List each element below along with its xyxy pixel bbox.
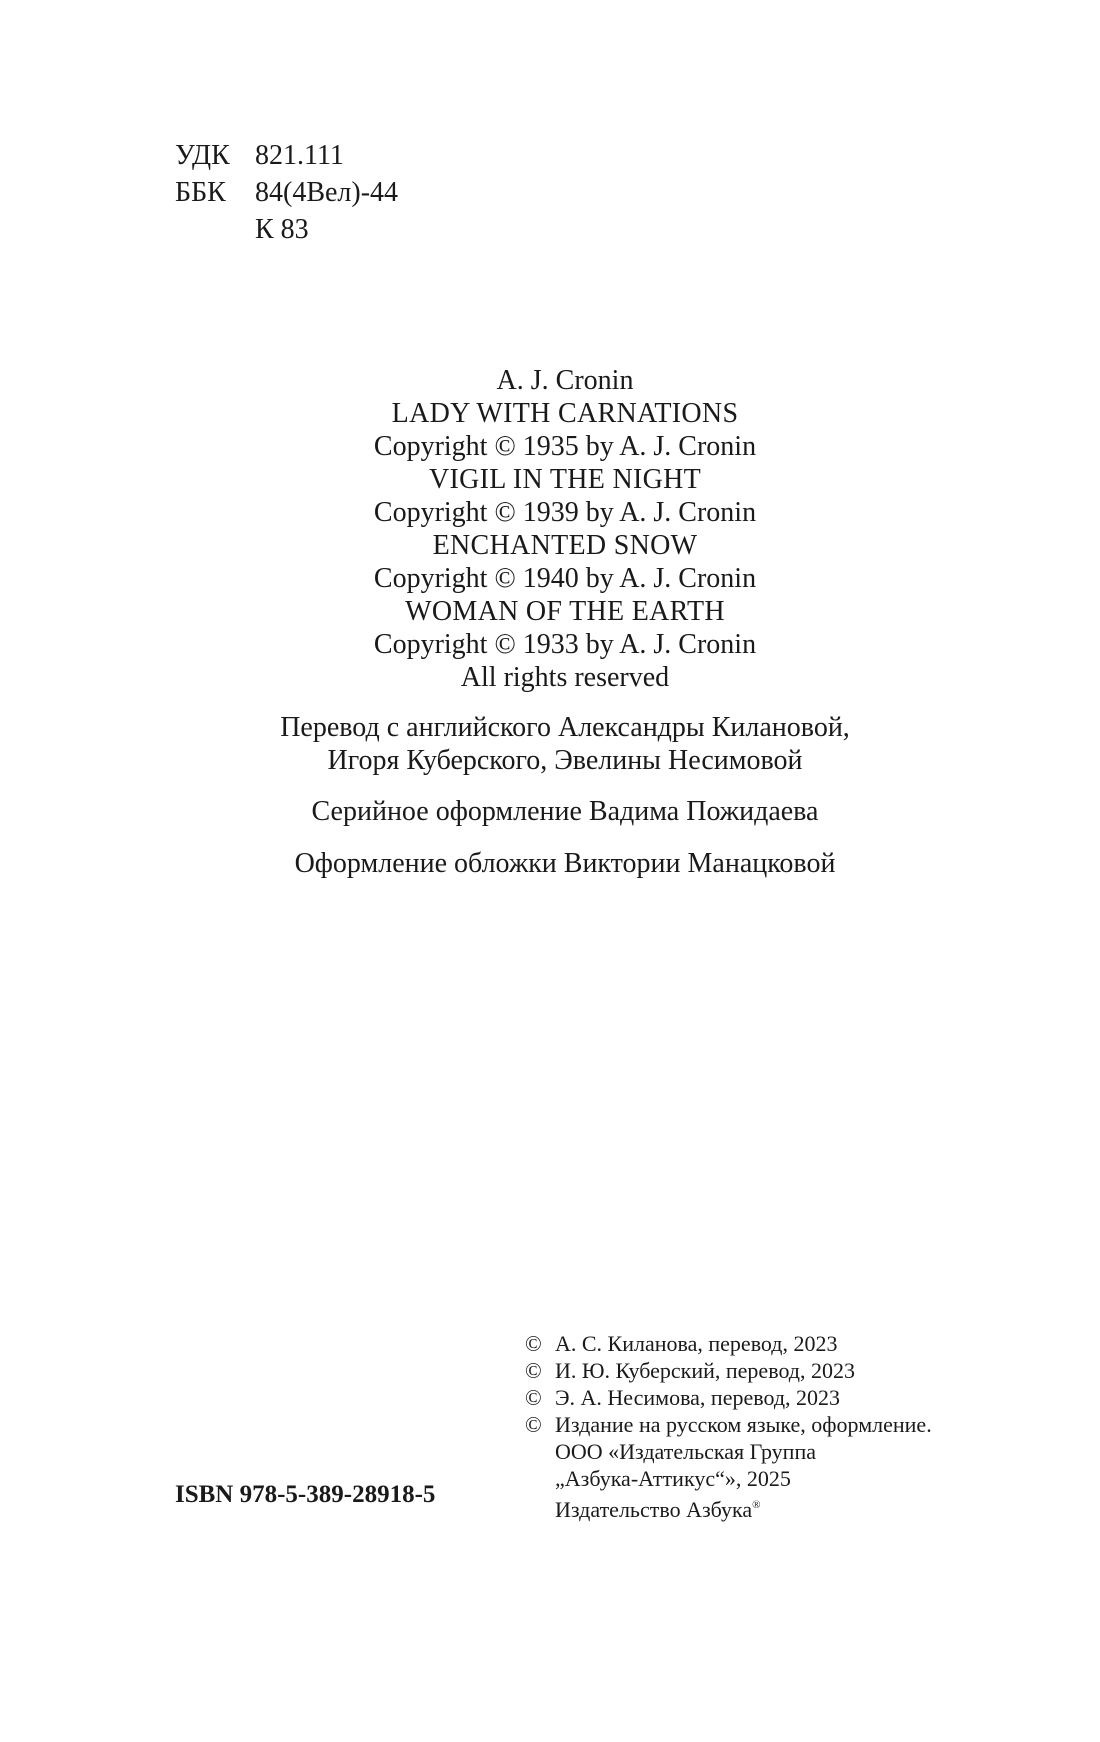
copyright-line — [525, 1330, 932, 1357]
copyright-text: И. Ю. Куберский, перевод, 2023 — [555, 1358, 855, 1383]
copyright-text: А. С. Киланова, перевод, 2023 — [555, 1331, 838, 1356]
all-rights-reserved: All rights reserved — [460, 662, 670, 693]
copyright-notices — [525, 1330, 932, 1523]
work-copyright: Copyright © 1940 by A. J. Cronin — [373, 563, 757, 594]
cover-design-credit — [0, 847, 1100, 880]
publisher-line — [525, 1465, 932, 1492]
udk-value: 821.111 — [255, 140, 344, 171]
publisher-line — [525, 1438, 932, 1465]
udk-label: УДК — [175, 140, 230, 171]
imprint-text: Издательство Азбука — [555, 1497, 753, 1522]
copyright-icon: © — [525, 1412, 542, 1437]
author-mark: К 83 — [255, 214, 309, 245]
bbk-row — [175, 174, 398, 211]
original-rights-block — [0, 364, 1100, 694]
udk-row — [175, 137, 398, 174]
work-title: ENCHANTED SNOW — [432, 530, 698, 561]
work-title: LADY WITH CARNATIONS — [391, 398, 739, 429]
work-copyright: Copyright © 1939 by A. J. Cronin — [373, 497, 757, 528]
translation-line: Игоря Куберского, Эвелины Несимовой — [327, 745, 803, 776]
work-copyright: Copyright © 1935 by A. J. Cronin — [373, 431, 757, 462]
cover-design-line: Оформление обложки Виктории Манацковой — [294, 848, 836, 879]
copyright-line — [525, 1384, 932, 1411]
imprint-line — [525, 1492, 932, 1523]
copyright-line — [525, 1411, 932, 1438]
work-copyright: Copyright © 1933 by A. J. Cronin — [373, 629, 757, 660]
registered-mark: ® — [752, 1499, 761, 1511]
translation-line: Перевод с английского Александры Килановой, — [280, 712, 850, 743]
copyright-icon: © — [525, 1331, 542, 1356]
classification-block — [175, 137, 398, 248]
copyright-text: Издание на русском языке, оформление. — [555, 1412, 932, 1437]
isbn: ISBN 978-5-389-28918-5 — [175, 1481, 436, 1508]
publisher-name: ООО «Издательская Группа — [555, 1439, 816, 1464]
copyright-line — [525, 1357, 932, 1384]
series-design-credit — [0, 795, 1100, 828]
bbk-value: 84(4Вел)-44 — [255, 177, 399, 208]
original-author: A. J. Cronin — [496, 365, 634, 396]
author-mark-spacer — [175, 211, 255, 248]
author-mark-row — [175, 211, 398, 248]
translators-credit — [0, 711, 1100, 777]
copyright-text: Э. А. Несимова, перевод, 2023 — [555, 1385, 841, 1410]
publisher-name-year: „Азбука-Аттикус“», 2025 — [555, 1466, 791, 1491]
copyright-icon: © — [525, 1358, 542, 1383]
copyright-icon: © — [525, 1385, 542, 1410]
work-title: WOMAN OF THE EARTH — [405, 596, 725, 627]
work-title: VIGIL IN THE NIGHT — [428, 464, 702, 495]
imprint-name — [555, 1492, 761, 1523]
bbk-label: ББК — [175, 177, 226, 208]
series-design-line: Серийное оформление Вадима Пожидаева — [311, 796, 819, 827]
